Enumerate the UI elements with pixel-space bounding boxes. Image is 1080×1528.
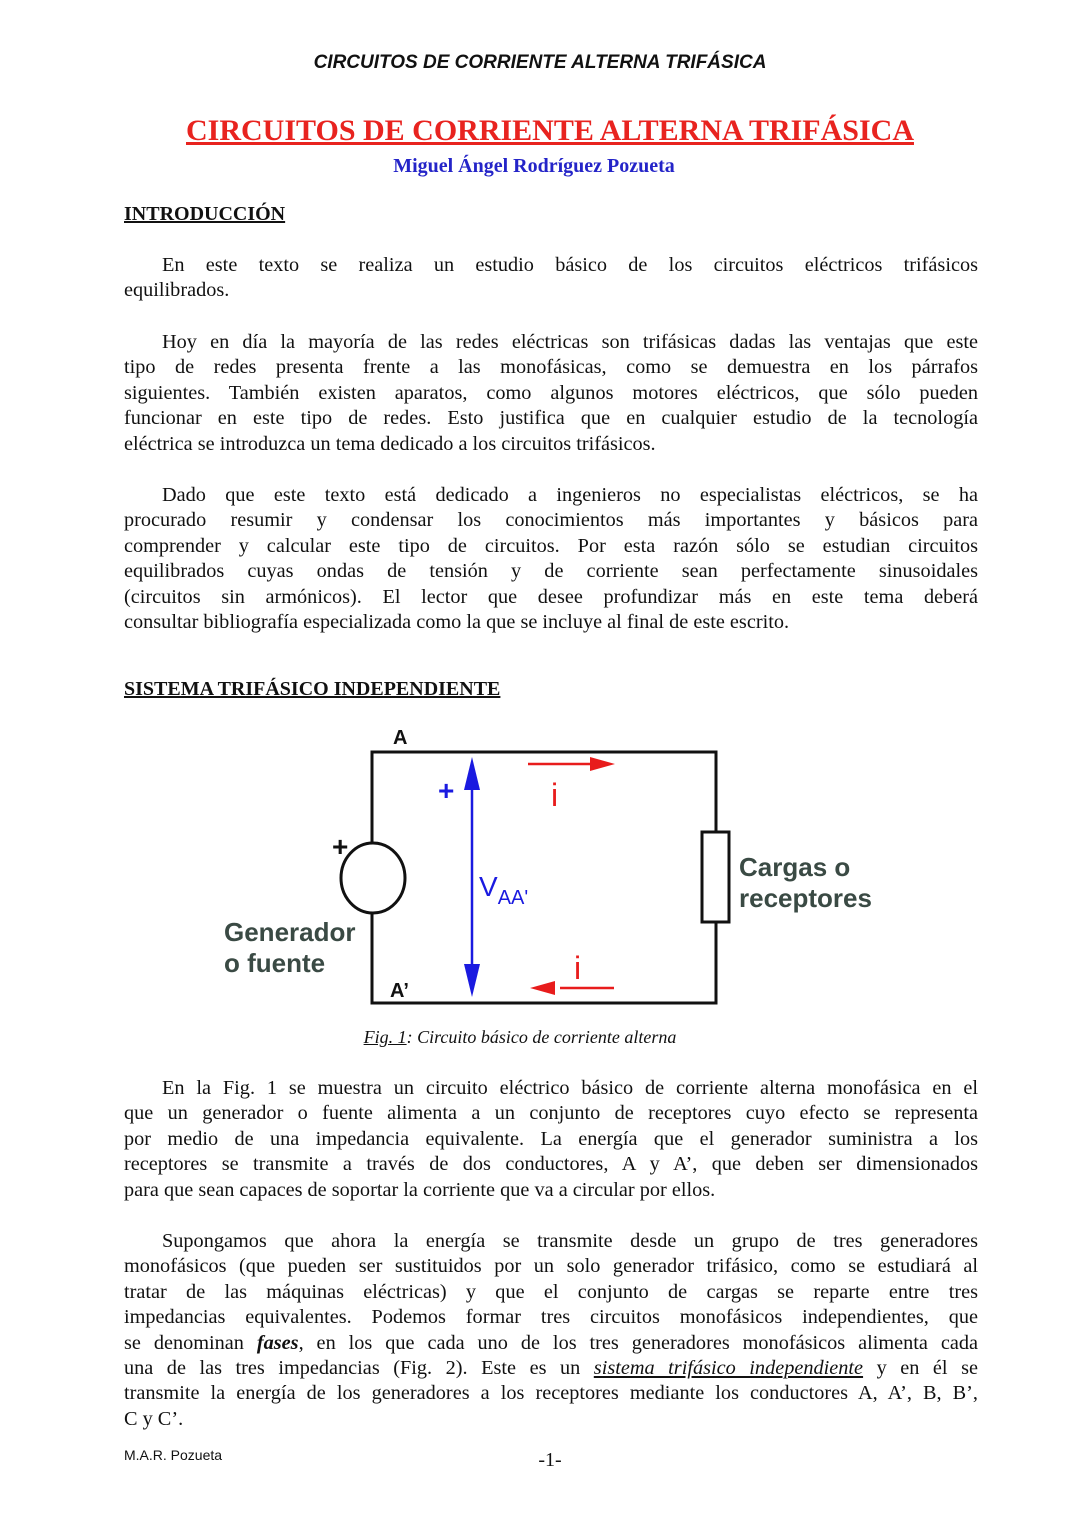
- document-title: CIRCUITOS DE CORRIENTE ALTERNA TRIFÁSICA: [186, 114, 914, 147]
- text-line: (circuitos sin armónicos). El lector que desee profundizar más en este tema deberá: [124, 585, 978, 608]
- text-line: Dado que este texto está dedicado a ingenieros no especialistas eléctricos, se ha: [162, 484, 978, 506]
- load-label-line2: receptores: [739, 883, 872, 913]
- term-sistema-trifasico-independiente: sistema trifásico independiente: [593, 1357, 864, 1380]
- load-label-line1: Cargas o: [739, 852, 851, 882]
- text-fragment: una de las tres impedancias (Fig. 2). Este es un: [124, 1357, 594, 1380]
- current-label-top: i: [551, 777, 559, 813]
- text-line: funcionar en este tipo de redes. Esto justifica que en cualquier estudio de la tecnología: [124, 407, 978, 430]
- current-arrow-top: [528, 757, 615, 771]
- paragraph-4: [124, 1076, 978, 1203]
- text-line: comprender y calcular este tipo de circuitos. Por esta razón sólo se estudian circuitos: [124, 534, 978, 557]
- text-line: impedancias equivalentes. Podemos formar tres circuitos monofásicos independientes, que: [124, 1306, 978, 1329]
- text-line: siguientes. También existen aparatos, como algunos motores eléctricos, que sólo pueden: [124, 381, 978, 404]
- text-line: transmite la energía de los generadores a los receptores mediante los conductores A, A’, B, B’,: [124, 1382, 978, 1405]
- text-line: tipo de redes presenta frente a las monofásicas, como se demuestra en los párrafos: [124, 356, 978, 379]
- current-arrow-bottom: [530, 981, 614, 995]
- figure-ref: Fig. 1: [363, 1027, 407, 1047]
- voltage-arrow: [464, 757, 480, 997]
- text-fragment: y en él se: [863, 1357, 978, 1380]
- figure-caption-text: : Circuito básico de corriente alterna: [406, 1027, 677, 1047]
- voltage-plus-sign: +: [438, 775, 455, 806]
- voltage-label-main: V: [479, 871, 498, 902]
- load-impedance-symbol: [702, 832, 729, 922]
- text-line: equilibrados.: [124, 279, 230, 302]
- text-line: En este texto se realiza un estudio básico de los circuitos eléctricos trifásicos: [162, 254, 978, 276]
- text-line: por medio de una impedancia equivalente. La energía que el generador suministra a los: [124, 1127, 978, 1150]
- text-line: procurado resumir y condensar los conocimientos más importantes y básicos para: [124, 509, 978, 532]
- text-line: que un generador o fuente alimenta a un conjunto de receptores cuyo efecto se representa: [124, 1102, 978, 1125]
- generator-label-line1: Generador: [224, 917, 356, 947]
- text-line: [124, 1331, 978, 1356]
- text-line: [124, 1356, 978, 1381]
- node-label-a: A: [393, 727, 408, 749]
- generator-symbol: [341, 843, 405, 913]
- section-heading-sistema-trifasico: SISTEMA TRIFÁSICO INDEPENDIENTE: [124, 678, 501, 700]
- running-header: CIRCUITOS DE CORRIENTE ALTERNA TRIFÁSICA: [313, 52, 767, 73]
- text-fragment: , en los que cada uno de los tres generadores monofásicos alimenta cada: [298, 1331, 978, 1354]
- current-label-bottom: i: [574, 950, 582, 986]
- node-label-a-prime: A’: [390, 980, 409, 1002]
- text-line: para que sean capaces de soportar la corriente que va a circular por ellos.: [124, 1178, 716, 1201]
- text-line: receptores se transmite a través de dos conductores, A y A’, que deben ser dimensionados: [124, 1153, 978, 1176]
- text-line: C y C’.: [124, 1407, 184, 1430]
- page-number: -1-: [538, 1449, 562, 1471]
- text-line: Hoy en día la mayoría de las redes eléctricas son trifásicas dadas las ventajas que este: [162, 331, 978, 353]
- term-fases: fases: [256, 1331, 299, 1354]
- figure-caption: [0, 1027, 1040, 1048]
- text-line: En la Fig. 1 se muestra un circuito eléctrico básico de corriente alterna monofásica en el: [162, 1077, 978, 1099]
- text-line: tratar de las máquinas eléctricas) y que el conjunto de cargas se reparte entre tres: [124, 1280, 978, 1303]
- voltage-label-subscript: AA': [497, 887, 529, 909]
- paragraph-5: [124, 1229, 978, 1432]
- author: Miguel Ángel Rodríguez Pozueta: [393, 155, 675, 177]
- text-fragment: se denominan: [124, 1331, 257, 1354]
- section-heading-introduccion: INTRODUCCIÓN: [124, 203, 286, 225]
- generator-plus-sign: +: [332, 831, 349, 862]
- generator-label-line2: o fuente: [224, 948, 326, 978]
- text-line: monofásicos (que pueden ser sustituidos por un solo generador trifásico, como se estudiará al: [124, 1255, 978, 1278]
- footer-author: M.A.R. Pozueta: [124, 1447, 223, 1463]
- text-line: Supongamos que ahora la energía se transmite desde un grupo de tres generadores: [162, 1230, 978, 1252]
- voltage-label: [479, 871, 528, 909]
- text-line: equilibrados cuyas ondas de tensión y de corriente sean perfectamente sinusoidales: [124, 560, 978, 583]
- text-line: eléctrica se introduzca un tema dedicado a los circuitos trifásicos.: [124, 432, 656, 455]
- text-line: consultar bibliografía especializada como la que se incluye al final de este escrito.: [124, 611, 790, 634]
- circuit-wires: [372, 752, 716, 1003]
